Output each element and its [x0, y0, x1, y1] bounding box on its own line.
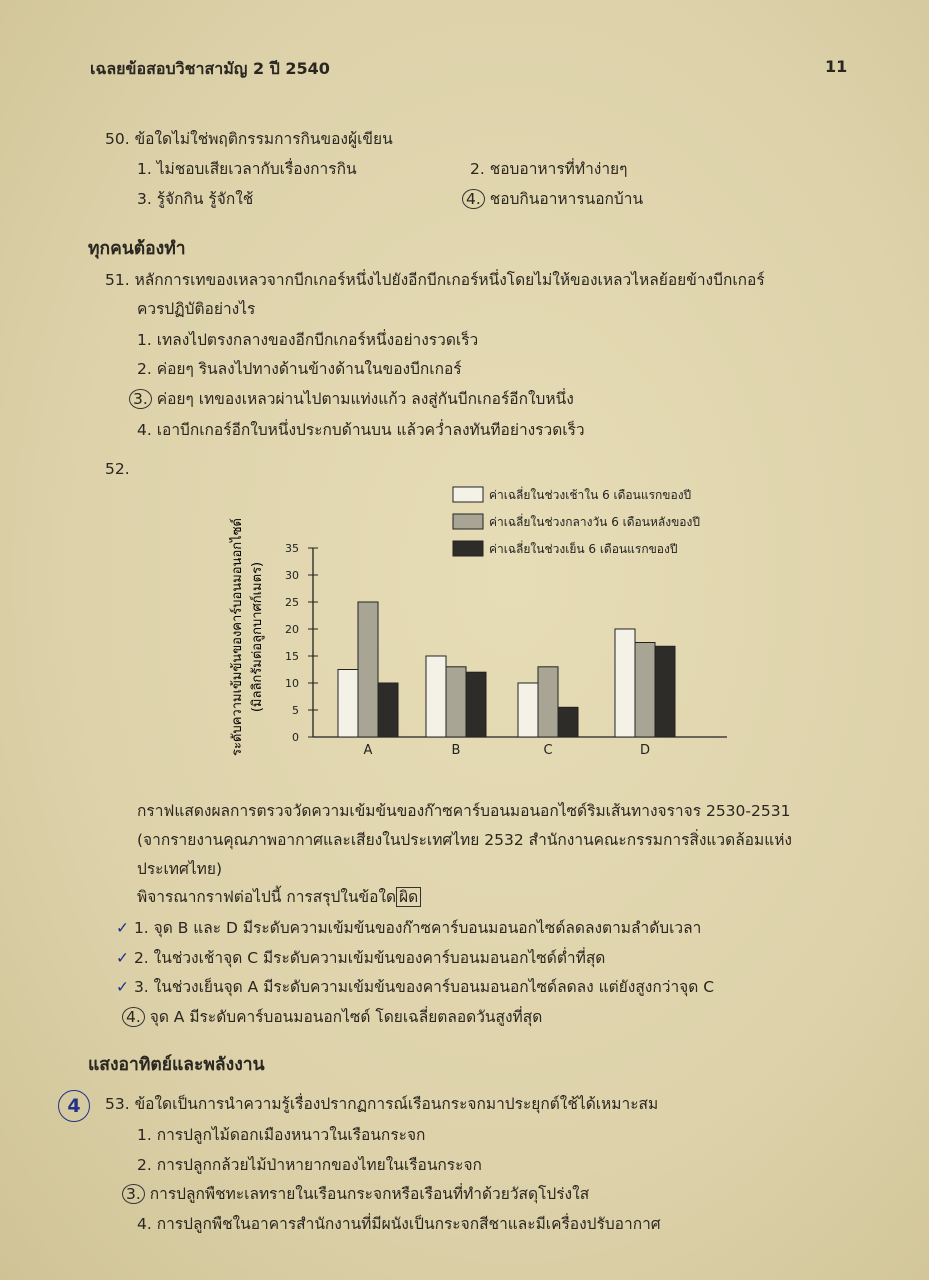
q52-prompt-wrong-boxed: ผิด: [396, 887, 421, 907]
legend-label: ค่าเฉลี่ยในช่วงเย็น 6 เดือนแรกของปี: [489, 542, 678, 556]
q52-option-3-row: [116, 974, 714, 999]
q51-option-3: [129, 386, 574, 411]
y-tick-label: 25: [285, 596, 299, 609]
y-tick-label: 35: [285, 542, 299, 555]
co-concentration-bar-chart: [215, 475, 775, 775]
bar-D-series-1: [615, 629, 635, 737]
y-axis-label-line-2: (มิลลิกรัมต่อลูกบาศก์เมตร): [250, 561, 265, 713]
bar-B-series-3: [466, 672, 486, 737]
q52-prompt: [137, 884, 421, 909]
q51-option-1: 1. เทลงไปตรงกลางของอีกบีกเกอร์หนึ่งอย่างรวดเร็ว: [137, 331, 479, 349]
q52-option-2: 2. ในช่วงเช้าจุด C มีระดับความเข้มข้นของคาร์บอนมอนอกไซด์ต่ำที่สุด: [133, 949, 606, 967]
legend-label: ค่าเฉลี่ยในช่วงเช้าใน 6 เดือนแรกของปี: [489, 488, 692, 502]
handwritten-answer-circle: 4: [58, 1090, 90, 1122]
q52-option-1-row: [116, 915, 701, 940]
q52-option-2-row: [116, 945, 605, 970]
q52-caption-line-2: (จากรายงานคุณภาพอากาศและเสียงในประเทศไทย 2532 สำนักงานคณะกรรมการสิ่งแวดล้อมแห่ง: [137, 831, 792, 849]
q52-prompt-text: พิจารณากราฟต่อไปนี้ การสรุปในข้อใด: [137, 888, 397, 906]
chart-bars: [338, 602, 675, 758]
q51-option-4: 4. เอาบีกเกอร์อีกใบหนึ่งประกบด้านบน แล้วคว่ำลงทันทีอย่างรวดเร็ว: [137, 421, 585, 439]
y-tick-label: 20: [285, 623, 299, 636]
q53-option-2: 2. การปลูกกล้วยไม้ป่าหายากของไทยในเรือนกระจก: [137, 1156, 482, 1174]
q52-answer-circle: 4.: [122, 1007, 145, 1027]
page-header-title: เฉลยข้อสอบวิชาสามัญ 2 ปี 2540: [90, 59, 330, 78]
q50-question: 50. ข้อใดไม่ใช่พฤติกรรมการกินของผู้เขียน: [105, 130, 393, 148]
bar-D-series-3: [655, 646, 675, 737]
q52-caption-line-3: ประเทศไทย): [137, 860, 222, 878]
q53-option-1: 1. การปลูกไม้ดอกเมืองหนาวในเรือนกระจก: [137, 1126, 426, 1144]
section-heading-solar-energy: แสงอาทิตย์และพลังงาน: [88, 1055, 265, 1075]
legend-swatch: [453, 487, 483, 502]
q52-option-4-text: จุด A มีระดับคาร์บอนมอนอกไซด์ โดยเฉลี่ยตลอดวันสูงที่สุด: [149, 1008, 543, 1026]
q52-option-3: 3. ในช่วงเย็นจุด A มีระดับความเข้มข้นของคาร์บอนมอนอกไซด์ลดลง แต่ยังสูงกว่าจุด C: [133, 978, 715, 996]
q52-caption-line-1: กราฟแสดงผลการตรวจวัดความเข้มข้นของก๊าซคาร์บอนมอนอกไซด์ริมเส้นทางจราจร 2530-2531: [137, 802, 791, 820]
x-category-label: D: [639, 743, 651, 758]
q51-answer-circle: 3.: [129, 389, 152, 409]
q51-question-line-1: 51. หลักการเทของเหลวจากบีกเกอร์หนึ่งไปยังอีกบีกเกอร์หนึ่งโดยไม่ให้ของเหลวไหลย้อยข้างบีกเกอร์: [105, 271, 765, 289]
q50-option-4: [462, 186, 643, 211]
q50-option-1: 1. ไม่ชอบเสียเวลากับเรื่องการกิน: [137, 160, 357, 178]
bar-C-series-2: [538, 667, 558, 737]
q52-option-4: [122, 1004, 542, 1029]
q50-option-3: 3. รู้จักกิน รู้จักใช้: [137, 190, 254, 208]
bar-A-series-2: [358, 602, 378, 737]
legend-swatch: [453, 541, 483, 556]
section-heading-everyone: ทุกคนต้องทำ: [88, 239, 186, 259]
q53-question: 53. ข้อใดเป็นการนำความรู้เรื่องปรากฏการณ์เรือนกระจกมาประยุกต์ใช้ได้เหมาะสม: [105, 1095, 659, 1113]
x-category-label: A: [363, 743, 373, 758]
q53-option-4: 4. การปลูกพืชในอาคารสำนักงานที่มีผนังเป็นกระจกสีชาและมีเครื่องปรับอากาศ: [137, 1215, 661, 1233]
y-tick-label: 15: [285, 650, 299, 663]
bar-C-series-3: [558, 707, 578, 737]
q52-option-1: 1. จุด B และ D มีระดับความเข้มข้นของก๊าซคาร์บอนมอนอกไซด์ลดลงตามลำดับเวลา: [133, 919, 702, 937]
q53-answer-circle: 3.: [122, 1184, 145, 1204]
check-mark-icon: ✓: [116, 978, 129, 996]
bar-B-series-1: [426, 656, 446, 737]
y-axis-label-line-1: ระดับความเข้มข้นของคาร์บอนมอนอกไซด์: [230, 518, 245, 756]
check-mark-icon: ✓: [116, 949, 129, 967]
check-mark-icon: ✓: [116, 919, 129, 937]
y-tick-label: 5: [292, 704, 299, 717]
legend-label: ค่าเฉลี่ยในช่วงกลางวัน 6 เดือนหลังของปี: [489, 515, 700, 529]
y-tick-label: 10: [285, 677, 299, 690]
q51-option-2: 2. ค่อยๆ รินลงไปทางด้านข้างด้านในของบีกเกอร์: [137, 360, 462, 378]
q51-option-3-text: ค่อยๆ เทของเหลวผ่านไปตามแท่งแก้ว ลงสู่กันบีกเกอร์อีกใบหนึ่ง: [156, 390, 574, 408]
legend-swatch: [453, 514, 483, 529]
x-category-label: B: [451, 743, 461, 758]
bar-B-series-2: [446, 667, 466, 737]
q51-question-line-2: ควรปฏิบัติอย่างไร: [137, 300, 256, 318]
q52-number: 52.: [105, 460, 130, 478]
bar-C-series-1: [518, 683, 538, 737]
bar-A-series-1: [338, 670, 358, 738]
q53-option-3-text: การปลูกพืชทะเลทรายในเรือนกระจกหรือเรือนที่ทำด้วยวัสดุโปร่งใส: [149, 1185, 590, 1203]
bar-A-series-3: [378, 683, 398, 737]
q53-option-3: [122, 1181, 589, 1206]
q50-answer-circle: 4.: [462, 189, 485, 209]
page-number: 11: [825, 57, 848, 76]
chart-legend: [453, 486, 700, 556]
y-tick-label: 30: [285, 569, 299, 582]
y-tick-label: 0: [292, 731, 299, 744]
bar-D-series-2: [635, 643, 655, 738]
q50-option-4-text: ชอบกินอาหารนอกบ้าน: [489, 190, 644, 208]
q50-option-2: 2. ชอบอาหารที่ทำง่ายๆ: [470, 160, 628, 178]
x-category-label: C: [543, 743, 553, 758]
